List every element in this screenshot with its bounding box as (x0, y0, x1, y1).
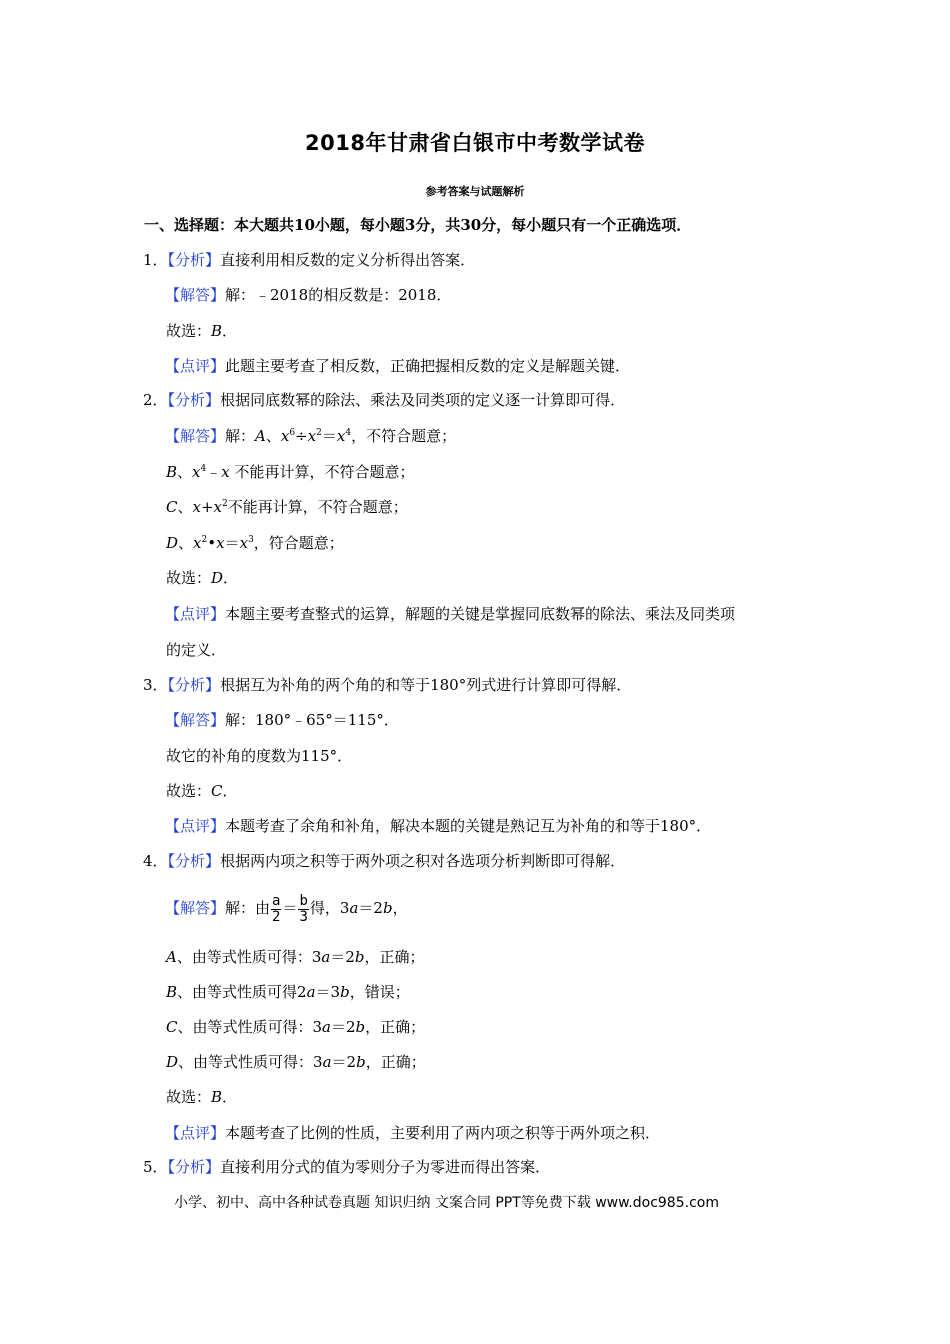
separator: 、 (265, 427, 281, 445)
var: a (349, 899, 359, 917)
option-text: ，错误； (349, 983, 410, 1001)
var: x (192, 463, 201, 481)
answer-text: 得，3 (309, 899, 350, 917)
option-text: ＝2 (331, 1053, 357, 1071)
analysis-text: 根据两内项之积等于两外项之积对各选项分析判断即可得解． (220, 852, 626, 870)
analysis-text: 根据同底数幂的除法、乘法及同类项的定义逐一计算即可得． (220, 391, 626, 409)
operator: ＝ (282, 899, 298, 917)
q4-answer-line (165, 889, 408, 927)
choice-letter: C (211, 782, 223, 800)
question-number: 3． (143, 676, 168, 694)
operator: ＝ (224, 534, 240, 552)
var: x (213, 498, 223, 516)
question-number: 1． (143, 251, 168, 269)
comment-tag: 【点评】 (165, 357, 226, 375)
var: a (322, 1018, 331, 1036)
exponent: 4 (200, 464, 207, 474)
option-letter: A (166, 948, 177, 966)
choice-letter: B (211, 1088, 223, 1106)
var: x (239, 534, 249, 552)
exponent: 6 (289, 428, 296, 438)
option-text: ，符合题意； (253, 534, 344, 552)
denominator: 3 (299, 908, 308, 925)
exponent: 2 (201, 535, 208, 545)
choice-prefix: 故选： (166, 322, 212, 340)
comment-text: 本题考查了余角和补角，解决本题的关键是熟记互为补角的和等于180°． (225, 817, 712, 835)
q2-comment-line-2: 的定义． (166, 641, 227, 659)
option-text: 、由等式性质可得2 (177, 983, 307, 1001)
q2-option-c-line (166, 497, 408, 517)
q2-answer-a-line (165, 426, 456, 446)
comment-tag: 【点评】 (165, 817, 226, 835)
q4-analysis-line (143, 851, 625, 871)
var: a (306, 983, 316, 1001)
operator: ÷ (295, 427, 308, 445)
option-text: 、由等式性质可得：3 (177, 1018, 323, 1036)
analysis-tag: 【分析】 (167, 852, 221, 870)
fraction-a-over-2 (271, 894, 281, 925)
var: b (354, 948, 365, 966)
option-letter: C (166, 1018, 178, 1036)
var: b (355, 1018, 366, 1036)
question-number: 4． (143, 852, 168, 870)
var: x (192, 498, 201, 516)
q1-analysis-line (143, 250, 475, 270)
var: x (193, 534, 202, 552)
option-letter: B (166, 463, 178, 481)
question-number: 2． (143, 391, 168, 409)
var: b (382, 899, 393, 917)
question-number: 5． (143, 1158, 168, 1176)
choice-letter: B (211, 322, 223, 340)
var: x (280, 427, 290, 445)
option-letter: B (166, 983, 178, 1001)
numerator: b (299, 892, 308, 909)
page-subtitle: 参考答案与试题解析 (425, 185, 525, 198)
q3-analysis-line (143, 675, 631, 695)
q4-option-a-line (166, 947, 425, 967)
q3-answer-line (165, 710, 399, 730)
q4-option-b-line (166, 982, 410, 1002)
answer-text: ， (392, 899, 408, 917)
var: x (221, 463, 230, 481)
choice-letter: D (211, 569, 224, 587)
var: a (321, 948, 331, 966)
answer-text: 解：﹣2018的相反数是：2018． (225, 286, 452, 304)
var: b (340, 983, 350, 1001)
option-text: 、由等式性质可得：3 (176, 948, 322, 966)
option-letter: A (255, 427, 266, 445)
operator: ＝ (321, 427, 337, 445)
option-text: ，正确； (365, 1053, 426, 1071)
var: x (336, 427, 346, 445)
answer-prefix: 解： (225, 427, 256, 445)
comment-text: 本题主要考查整式的运算，解题的关键是掌握同底数幂的除法、乘法及同类项 (225, 605, 736, 623)
exponent: 3 (248, 535, 254, 545)
analysis-text: 直接利用分式的值为零则分子为零进而得出答案． (220, 1158, 551, 1176)
choice-prefix: 故选： (166, 1088, 212, 1106)
answer-tag: 【解答】 (165, 899, 226, 917)
operator: + (200, 498, 214, 516)
comment-tag: 【点评】 (165, 605, 226, 623)
option-letter: C (166, 498, 178, 516)
answer-tag: 【解答】 (165, 427, 226, 445)
q3-answer-line-2: 故它的补角的度数为115°． (166, 747, 353, 765)
fraction-b-over-3 (298, 894, 308, 925)
option-text: ＝2 (330, 948, 355, 966)
option-text: 不能再计算，不符合题意； (234, 463, 415, 481)
q2-option-b-line (166, 462, 415, 482)
option-letter: D (166, 534, 179, 552)
comment-text: 此题主要考查了相反数，正确把握相反数的定义是解题关键． (225, 357, 631, 375)
footer-watermark: 小学、初中、高中各种试卷真题 知识归纳 文案合同 PPT等免费下载 www.doc985.com (174, 1195, 719, 1211)
q2-analysis-line (143, 390, 625, 410)
page-title: 2018年甘肃省白银市中考数学试卷 (305, 131, 645, 155)
denominator: 2 (272, 908, 281, 925)
answer-tag: 【解答】 (165, 711, 226, 729)
q1-choice-line: 故选：B． (166, 322, 238, 340)
q4-choice-line: 故选：B． (166, 1088, 238, 1106)
option-text: 不能再计算，不符合题意； (227, 498, 408, 516)
answer-text: ＝2 (358, 899, 383, 917)
exponent: 2 (222, 499, 228, 509)
answer-tag: 【解答】 (165, 286, 226, 304)
section-heading: 一、选择题：本大题共10小题，每小题3分，共30分，每小题只有一个正确选项． (144, 216, 692, 234)
option-text: ＝2 (330, 1018, 356, 1036)
option-text: ，不符合题意； (351, 427, 457, 445)
var: x (216, 534, 225, 552)
analysis-tag: 【分析】 (167, 251, 221, 269)
choice-prefix: 故选： (166, 569, 212, 587)
analysis-tag: 【分析】 (167, 1158, 221, 1176)
q5-analysis-line (143, 1157, 550, 1177)
var: a (322, 1053, 332, 1071)
exponent: 4 (345, 428, 352, 438)
comment-text: 本题考查了比例的性质，主要利用了两内项之积等于两外项之积． (225, 1124, 661, 1142)
q4-option-c-line (166, 1017, 425, 1037)
option-text: ＝3 (315, 983, 341, 1001)
exponent: 2 (316, 428, 322, 438)
separator: 、 (178, 534, 194, 552)
comment-tag: 【点评】 (165, 1124, 226, 1142)
q2-option-d-line (166, 533, 344, 553)
q4-option-d-line (166, 1052, 426, 1072)
q3-comment-line (165, 816, 711, 836)
q2-comment-line (165, 604, 735, 624)
option-text: ，正确； (364, 948, 425, 966)
operator: • (207, 534, 217, 552)
answer-prefix: 解：由 (225, 899, 271, 917)
separator: 、 (177, 498, 193, 516)
option-text: 、由等式性质可得：3 (178, 1053, 323, 1071)
analysis-tag: 【分析】 (167, 676, 221, 694)
analysis-text: 根据互为补角的两个角的和等于180°列式进行计算即可得解． (220, 676, 632, 694)
answer-text: 解：180°﹣65°＝115°． (225, 711, 399, 729)
analysis-text: 直接利用相反数的定义分析得出答案． (220, 251, 476, 269)
option-letter: D (166, 1053, 179, 1071)
choice-prefix: 故选： (166, 782, 212, 800)
q1-answer-line (165, 285, 451, 305)
option-text: ，正确； (365, 1018, 426, 1036)
q4-comment-line (165, 1123, 660, 1143)
separator: 、 (177, 463, 193, 481)
numerator: a (272, 892, 281, 909)
q2-choice-line: 故选：D． (166, 569, 239, 587)
analysis-tag: 【分析】 (167, 391, 221, 409)
q1-comment-line (165, 356, 630, 376)
operator: ﹣ (206, 463, 222, 481)
q3-choice-line: 故选：C． (166, 782, 238, 800)
var: x (307, 427, 317, 445)
var: b (356, 1053, 366, 1071)
